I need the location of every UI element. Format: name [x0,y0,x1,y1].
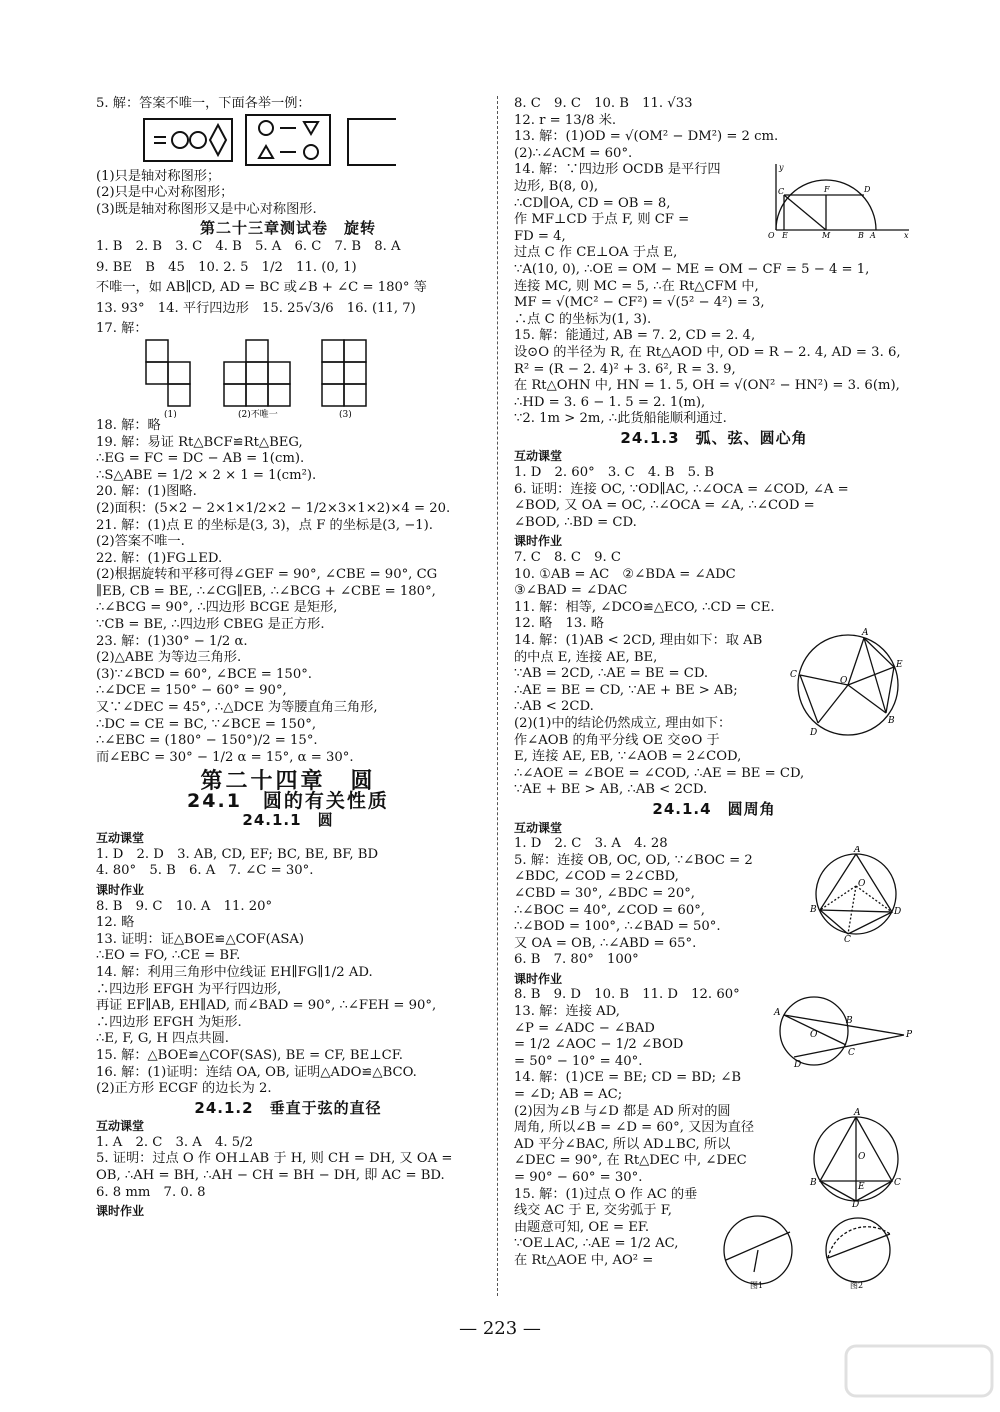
interactive-label-r1: 互动课堂 [514,449,563,464]
svg-text:C: C [790,670,797,680]
q5-part-2: (2)只是中心对称图形； [96,185,234,201]
svg-text:E: E [858,1182,865,1193]
test23-title: 第二十三章测试卷 旋转 [199,219,376,238]
c2-int-line-0: 1. A 2. C 3. A 4. 5/2 [96,1134,254,1150]
c1-hw-line-7: ∴四边形 EFGH 为矩形. [96,1014,242,1030]
section-24-1-2-title: 24.1.2 垂直于弦的直径 [194,1098,382,1117]
t23-line-15: (3)∵∠BCD = 60°, ∠BCE = 150°. [96,666,313,682]
svg-text:O: O [810,1030,818,1041]
c4-hw-line-11: = 90° − 60° = 30°. [514,1170,643,1185]
t23-line-6: 21. 解：(1)点 E 的坐标是(3, 3)，点 F 的坐标是(3, −1). [96,517,433,533]
c4-int-line-4: ∴∠BOC = 40°, ∠COD = 60°, [514,902,705,918]
r-top-line-0: 8. C 9. C 10. B 11. √33 [514,96,693,111]
c3-q14-line-2: ∵AB = 2CD, ∴AE = BE = CD. [514,666,709,682]
c4-hw-line-2: ∠P = ∠ADC − ∠BAD [514,1020,655,1036]
c4-hw-line-6: = ∠D; AB = AC; [514,1087,623,1103]
c3-q14-line-4: ∴AB < 2CD. [514,699,594,715]
t23-line-1: 1. B 2. B 3. C 4. B 5. A 6. C 7. B 8. A [96,238,401,254]
t23-q17: 17. 解： [96,321,148,337]
c1-hw-line-1: 12. 略 [96,915,135,931]
svg-text:B: B [810,905,817,916]
q14-circle-figure [790,627,910,745]
svg-text:A: A [774,1008,781,1019]
c3-q14-line-0: 14. 解：(1)AB < 2CD, 理由如下：取 AB [514,633,763,648]
c4-int-line-2: ∠BDC, ∠COD = 2∠CBD, [514,869,679,885]
c3-q14-line-5: (2)(1)中的结论仍然成立, 理由如下： [514,715,732,731]
r-q14-line-1: 边形, B(8, 0), [514,178,599,194]
svg-text:P: P [906,1030,913,1041]
c1-hw-line-3: ∴EO = FO, ∴CE = BF. [96,948,241,964]
r-q15-line-1: 设⊙O 的半径为 R, 在 Rt△AOD 中, OD = R − 2. 4, AD = 3. 6, [514,344,901,360]
homework-label-r1: 课时作业 [514,534,563,549]
t23-line-18: ∴DC = CE = BC, ∵∠BCE = 150°, [96,716,317,732]
r-top-lines [514,96,914,162]
section-24-1-title: 24.1 圆的有关性质 [187,790,389,812]
svg-text:C: C [844,935,851,943]
svg-text:D: D [810,728,818,738]
t23-line-4: 20. 解：(1)图略. [96,484,197,500]
c4-int-line-5: ∴∠BOD = 100°, ∴∠BAD = 50°. [514,919,721,935]
q14-coordinate-figure [764,162,914,240]
r-q14-line-9: ∴点 C 的坐标为(1, 3). [514,311,652,327]
c1-hw-line-11: (2)正方形 ECGF 的边长为 2. [96,1081,272,1097]
r-top-line-3: (2)∴∠ACM = 60°. [514,145,633,161]
interactive-label-2: 互动课堂 [96,1119,145,1134]
t23-line-7: (2)答案不唯一. [96,534,185,550]
c4-hw-line-13: 线交 AC 于 E, 交劣弧于 F, [514,1203,672,1219]
homework-label-2: 课时作业 [96,1204,145,1219]
t23-line-17: 又∵∠DEC = 45°, ∴△DCE 为等腰直角三角形, [96,700,378,716]
svg-text:M: M [822,231,831,241]
r-q15-line-2: R² = (R − 2. 4)² + 3. 6², R = 3. 9, [514,361,736,377]
svg-text:F: F [824,185,830,195]
r-q15-lines [514,328,914,428]
fig-cap-1: (1) [164,409,177,418]
r-q14-line-8: MF = √(MC² − CF²) = √(5² − 4²) = 3, [514,295,765,311]
c4-hw-line-7: (2)因为∠B 与∠D 都是 AD 所对的圆 [514,1103,731,1119]
c3-q14-line-8: ∴∠AOE = ∠BOE = ∠COD, ∴AE = BE = CD, [514,765,805,781]
r-q15-line-5: ∵2. 1m > 2m, ∴此货船能顺利通过. [514,411,727,427]
t23-line-10: ∥EB, CB = BE, ∴∠CG∥EB, ∴∠BCG + ∠CBE = 180°, [96,583,436,599]
c1-homework-lines [96,899,480,1098]
c4-hw-line-8: 周角, 所以∠B = ∠D = 60°, 又因为直径 [514,1120,755,1136]
c1-hw-line-9: 15. 解：△BOE≌△COF(SAS), BE = CF, BE⊥CF. [96,1047,403,1063]
q5-part-3: (3)既是轴对称图形又是中心对称图形. [96,201,317,217]
svg-text:E: E [896,660,903,670]
svg-text:O: O [768,231,775,241]
svg-text:C: C [848,1048,855,1059]
c4-hw-line-5: 14. 解：(1)CE = BE; CD = BD; ∠B [514,1070,742,1086]
t23-line-2: 9. BE B 45 10. 2. 5 1/2 11. (0, 1) [96,259,357,275]
left-column [96,96,480,1220]
c3-homework-lines [514,550,914,633]
fig-cap-q15-2: 图2 [850,1280,864,1290]
r-q14-line-4: FD = 4, [514,228,566,244]
q5-heading: 5. 解：答案不唯一，下面各举一例： [96,96,311,111]
svg-text:B: B [858,231,864,241]
r-q15-line-0: 15. 解：能通过, AB = 7. 2, CD = 2. 4, [514,328,756,344]
c2-int-line-3: 6. 8 mm 7. 0. 8 [96,1184,206,1200]
net-figures [96,338,396,418]
c4-hw-line-12: 15. 解：(1)过点 O 作 AC 的垂 [514,1186,698,1202]
t23-line-8: 22. 解：(1)FG⊥ED. [96,550,223,566]
t23-line-3: 不唯一，如 AB∥CD, AD = BC 或∠B + ∠C = 180° 等 [96,280,427,296]
svg-text:A: A [854,1108,861,1119]
svg-text:D: D [852,1200,860,1208]
c3-int-line-1: 6. 证明：连接 OC, ∵OD∥AC, ∴∠OCA = ∠COD, ∠A = [514,481,849,497]
r-q14-line-6: ∵A(10, 0), ∴OE = OM − ME = OM − CF = 5 − 4 = 1, [514,261,870,277]
svg-text:A: A [870,231,876,241]
c3-hw-line-2: ③∠BAD = ∠DAC [514,583,628,599]
r-q14-line-0: 14. 解：∵四边形 OCDB 是平行四 [514,162,721,178]
symmetry-figures [96,113,396,169]
interactive-label-r2: 互动课堂 [514,820,563,835]
svg-text:B: B [846,1016,853,1027]
c3-int-line-0: 1. D 2. 60° 3. C 4. B 5. B [514,465,715,481]
svg-text:B: B [888,716,895,726]
fig-cap-q15-1: 图1 [750,1280,764,1290]
c1-hw-line-4: 14. 解：利用三角形中位线证 EH∥FG∥1/2 AD. [96,964,373,980]
c1-hw-line-10: 16. 解：(1)证明：连结 OA, OB, 证明△ADO≌△BCO. [96,1064,417,1080]
q15-figures [714,1210,914,1290]
r-q14-line-2: ∴CD∥OA, CD = OB = 8, [514,195,671,211]
page-number: — 223 — [459,1318,541,1339]
svg-text:O: O [840,676,848,686]
column-divider [497,96,498,1296]
c1-int-line-1: 4. 80° 5. B 6. A 7. ∠C = 30°. [96,863,314,879]
c3-q14-line-7: E, 连接 AE, EB, ∵∠AOB = 2∠COD, [514,749,742,765]
c1-hw-line-8: ∴E, F, G, H 四点共圆. [96,1031,229,1047]
c4-hw-line-9: AD 平分∠BAC, 所以 AD⊥BC, 所以 [514,1136,731,1152]
c4-int-line-0: 1. D 2. C 3. A 4. 28 [514,836,668,852]
svg-text:C: C [778,187,785,197]
t23-line-11: ∴∠BCG = 90°, ∴四边形 BCGE 是矩形, [96,600,338,616]
t23-line-4: 13. 93° 14. 平行四边形 15. 25√3/6 16. (11, 7) [96,300,416,316]
c4-hw-line-15: ∵OE⊥AC, ∴AE = 1/2 AC, [514,1236,679,1252]
c4-int-line-1: 5. 解：连接 OB, OC, OD, ∵∠BOC = 2 [514,852,753,868]
chapter-24-title: 第二十四章 圆 [200,769,376,795]
homework-label: 课时作业 [96,882,145,897]
section-24-1-1-title: 24.1.1 圆 [242,810,334,829]
c3-hw-line-0: 7. C 8. C 9. C [514,550,621,566]
c2-interactive-lines [96,1135,480,1201]
homework-label-r2: 课时作业 [514,971,563,986]
fig-cap-2: (2)不唯一 [238,409,278,418]
c3-int-line-2: ∠BOD, 又 OA = OC, ∴∠OCA = ∠A, ∴∠COD = [514,498,815,514]
c3-int-line-3: ∠BOD, ∴BD = CD. [514,514,637,530]
t23-line-12: ∵CB = BE, ∴四边形 CBEG 是正方形. [96,617,325,633]
section-24-1-3-title: 24.1.3 弧、弦、圆心角 [620,428,808,447]
t23-line-5: (2)面积：(5×2 − 2×1×1/2×2 − 1/2×3×1×2)×4 = 20. [96,500,451,516]
t23-line-16: ∴∠DCE = 150° − 60° = 90°, [96,683,287,699]
watermark-logo [844,1342,994,1406]
svg-text:D: D [894,907,902,918]
t23-line-0: 18. 解：略 [96,417,161,433]
c3-q14-line-6: 作∠AOB 的角平分线 OE 交⊙O 于 [514,732,720,748]
r-top-line-1: 12. r = 13/8 米. [514,112,617,128]
c4-int-line-6: 又 OA = OB, ∴∠ABD = 65°. [514,935,697,951]
c4-hw-line-0: 8. B 9. D 10. B 11. D 12. 60° [514,987,740,1003]
t23-line-13: 23. 解：(1)30° − 1/2 α. [96,633,248,649]
q13-secant-figure [764,993,914,1067]
svg-text:O: O [858,879,866,890]
q5-part-1: (1)只是轴对称图形； [96,168,221,184]
c2-int-line-1: 5. 证明：过点 O 作 OH⊥AB 于 H, 则 CH = DH, 又 OA = [96,1151,453,1167]
t23-line-14: (2)△ABE 为等边三角形. [96,650,242,666]
svg-text:x: x [904,231,909,241]
c1-hw-line-0: 8. B 9. C 10. A 11. 20° [96,898,273,914]
r-q14-line-7: 连接 MC, 则 MC = 5, ∴在 Rt△CFM 中, [514,278,759,294]
svg-text:O: O [858,1152,866,1163]
interactive-label: 互动课堂 [96,831,145,846]
section-24-1-4-title: 24.1.4 圆周角 [652,799,776,818]
t23-rest-lines [96,418,480,766]
t23-line-1: 19. 解：易证 Rt△BCF≌Rt△BEG, [96,434,303,450]
r-q14-line-3: 作 MF⊥CD 于点 F, 则 CF = [514,212,690,228]
c4-hw-line-14: 由题意可知, OE = EF. [514,1219,650,1235]
r-q14-line-5: 过点 C 作 CE⊥OA 于点 E, [514,245,678,261]
c1-hw-line-5: ∴四边形 EFGH 为平行四边形, [96,981,282,997]
c3-interactive-lines [514,465,914,531]
q14-triangle-figure [808,1107,904,1207]
svg-text:E: E [782,231,788,241]
svg-text:y: y [779,163,784,173]
c4-hw-line-1: 13. 解：连接 AD, [514,1004,620,1020]
c1-interactive-lines [96,847,480,880]
c4-hw-line-3: = 1/2 ∠AOC − 1/2 ∠BOD [514,1037,684,1053]
c3-hw-line-4: 12. 略 13. 略 [514,616,604,632]
c3-q14-line-1: 的中点 E, 连接 AE, BE, [514,649,658,665]
t23-line-3: ∴S△ABE = 1/2 × 2 × 1 = 1(cm²). [96,467,317,483]
svg-text:C: C [894,1178,901,1189]
svg-text:D: D [864,185,871,195]
t23-line-2: ∴EG = FC = DC − AB = 1(cm). [96,451,305,467]
right-column [514,96,914,1290]
c3-hw-line-3: 11. 解：相等, ∠DCO≌△ECO, ∴CD = CE. [514,599,775,615]
c4-int-line-7: 6. B 7. 80° 100° [514,952,639,968]
r-q15-line-3: 在 Rt△OHN 中, HN = 1. 5, OH = √(ON² − HN²) = 3. 6(m), [514,378,900,394]
c3-q14-line-9: ∵AE + BE > AB, ∴AB < 2CD. [514,782,708,798]
svg-text:B: B [810,1178,817,1189]
q5-inscribed-figure [808,846,904,942]
svg-text:A: A [862,628,869,638]
c3-hw-line-1: 10. ①AB = AC ②∠BDA = ∠ADC [514,566,736,582]
fig-cap-3: (3) [339,409,352,418]
c4-hw-line-10: ∠DEC = 90°, 在 Rt△DEC 中, ∠DEC [514,1153,747,1169]
r-q15-line-4: ∴HD = 3. 6 − 1. 5 = 2. 1(m), [514,394,706,410]
c2-int-line-2: OB, ∴AH = BH, ∴AH − CH = BH − DH, 即 AC = BD. [96,1168,445,1184]
c1-int-line-0: 1. D 2. D 3. AB, CD, EF; BC, BE, BF, BD [96,846,379,862]
c1-hw-line-2: 13. 证明：证△BOE≌△COF(ASA) [96,931,305,947]
c4-hw-line-16: 在 Rt△AOE 中, AO² = [514,1252,654,1268]
c1-hw-line-6: 再证 EF∥AB, EH∥AD, 而∠BAD = 90°, ∴∠FEH = 90°, [96,998,437,1014]
c3-q14-line-3: ∴AE = BE = CD, ∵AE + BE > AB; [514,682,738,698]
c4-int-line-3: ∠CBD = 30°, ∠BDC = 20°, [514,885,695,901]
t23-line-20: 而∠EBC = 30° − 1/2 α = 15°, α = 30°. [96,749,354,765]
t23-line-9: (2)根据旋转和平移可得∠GEF = 90°, ∠CBE = 90°, CG [96,567,438,583]
svg-text:A: A [854,846,861,856]
c4-hw-line-4: = 50° − 10° = 40°. [514,1053,643,1069]
svg-text:D: D [794,1060,802,1068]
r-top-line-2: 13. 解：(1)OD = √(OM² − DM²) = 2 cm. [514,129,779,145]
t23-line-19: ∴∠EBC = (180° − 150°)/2 = 15°. [96,733,318,749]
